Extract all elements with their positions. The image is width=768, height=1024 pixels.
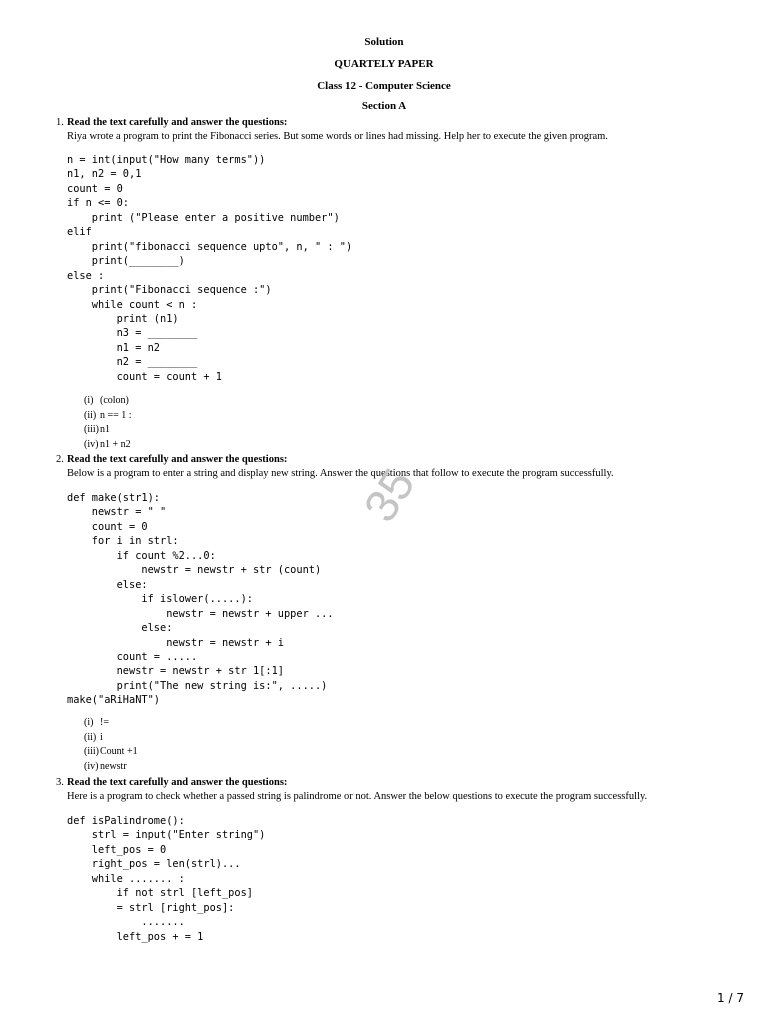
answer-label: (ii) xyxy=(84,731,97,743)
question-intro: Here is a program to check whether a passed string is palindrome or not. Answer the below questions to execute the program successfully. xyxy=(67,791,648,802)
answer-item xyxy=(84,716,138,731)
paper-title: QUARTELY PAPER xyxy=(334,58,434,70)
answer-item xyxy=(84,394,132,409)
question-intro: Riya wrote a program to print the Fibonacci series. But some words or lines had missing. Help her to execute the given program. xyxy=(67,131,608,142)
code-block-1: n = int(input("How many terms")) n1, n2 = 0,1 count = 0 if n <= 0: print ("Please enter a positive number") elif print("fibonacci sequence upto", n, " : ") print(________) else : print("Fibonacci sequence :") while count < n : print (n1) n3 = ________ n1 = n2 n2 = ________ count = count + 1 xyxy=(67,154,353,383)
answer-label: (iii) xyxy=(84,424,99,436)
answer-item xyxy=(84,745,138,760)
solution-heading: Solution xyxy=(364,36,404,48)
answer-list-1 xyxy=(84,394,132,452)
answer-text: (colon) xyxy=(100,395,129,406)
answer-item xyxy=(84,760,138,775)
code-block-3: def isPalindrome(): strl = input("Enter string") left_pos = 0 right_pos = len(strl)... while ....... : if not strl [left_pos] = strl [right_pos]: ....... left_pos + = 1 xyxy=(67,815,266,943)
question-title: Read the text carefully and answer the questions: xyxy=(67,777,288,788)
answer-label: (iii) xyxy=(84,746,99,758)
question-number: 2. xyxy=(56,454,64,465)
answer-text: i xyxy=(100,731,103,743)
code-block-2: def make(str1): newstr = " " count = 0 for i in strl: if count %2...0: newstr = newstr + str (count) else: if islower(.....): newstr = newstr + upper ... else: newstr = newstr + i count = ..... newstr = newstr + str 1[:1] print("The new string is:", .....) make("aRiHaNT") xyxy=(67,492,334,707)
class-subtitle: Class 12 - Computer Science xyxy=(317,80,451,92)
answer-label: (iv) xyxy=(84,760,99,772)
answer-text: newstr xyxy=(100,760,127,772)
answer-item xyxy=(84,409,132,424)
answer-item xyxy=(84,731,138,746)
answer-label: (i) xyxy=(84,717,94,728)
question-number: 1. xyxy=(56,117,64,128)
answer-text: != xyxy=(100,717,109,728)
question-title: Read the text carefully and answer the questions: xyxy=(67,454,288,465)
answer-text: Count +1 xyxy=(100,746,138,758)
answer-text: n1 + n2 xyxy=(100,438,131,450)
question-number: 3. xyxy=(56,777,64,788)
answer-list-2 xyxy=(84,716,138,774)
section-heading: Section A xyxy=(361,100,407,112)
answer-item xyxy=(84,423,132,438)
page-number: 1 / 7 xyxy=(717,991,744,1005)
question-intro: Below is a program to enter a string and display new string. Answer the questions that follow to execute the program successfully. xyxy=(67,468,614,479)
watermark: 35 xyxy=(353,459,425,531)
answer-text: n1 xyxy=(100,424,110,436)
answer-item xyxy=(84,438,132,453)
question-title: Read the text carefully and answer the questions: xyxy=(67,117,288,128)
answer-label: (ii) xyxy=(84,409,97,421)
answer-label: (iv) xyxy=(84,438,99,450)
answer-label: (i) xyxy=(84,395,94,406)
answer-text: n == 1 : xyxy=(100,409,132,421)
